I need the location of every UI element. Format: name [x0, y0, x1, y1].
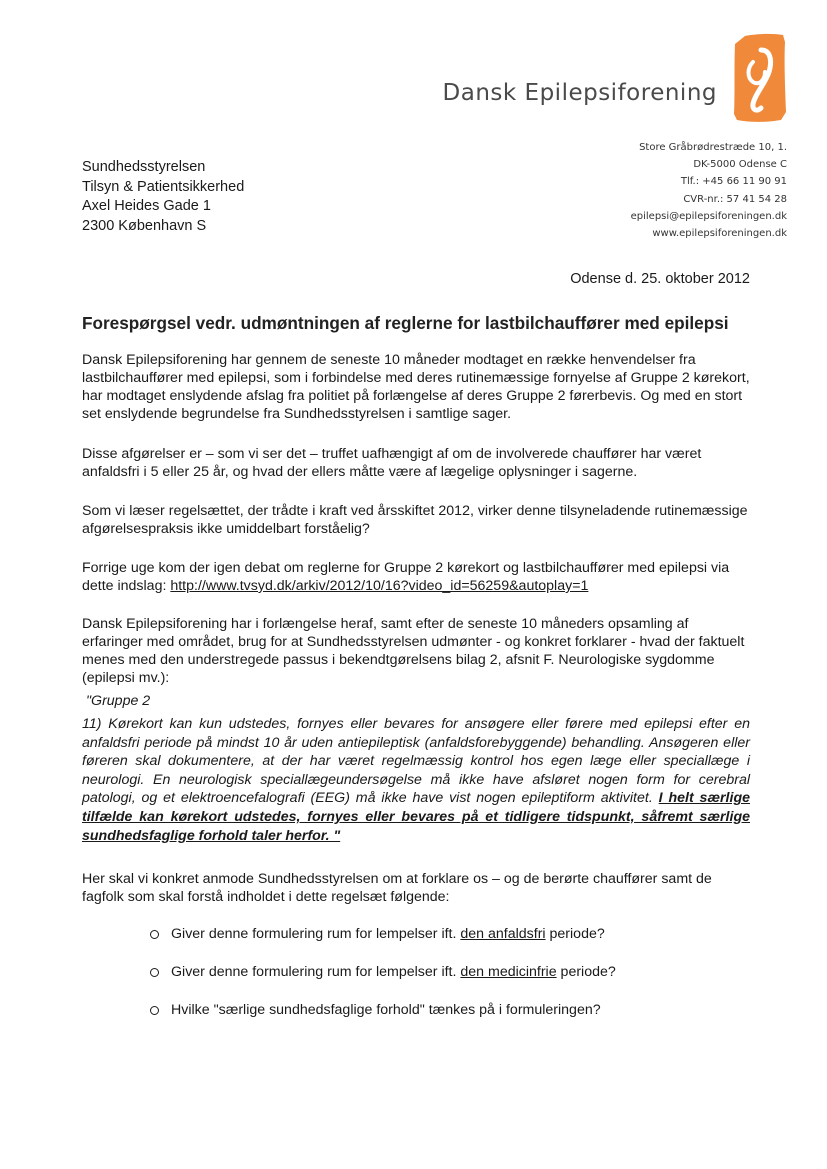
- video-link[interactable]: http://www.tvsyd.dk/arkiv/2012/10/16?video_id=56259&autoplay=1: [170, 578, 589, 594]
- recipient-line: Tilsyn & Patientsikkerhed: [82, 178, 245, 195]
- sender-email: epilepsi@epilepsiforeningen.dk: [630, 210, 787, 222]
- quote-emphasis: I helt særlige tilfælde kan kørekort udstedes, fornyes eller bevares på et tidligere tidspunkt, såfremt særlige sundhedsfaglige forhold taler herfor. ": [82, 790, 750, 844]
- sender-phone: Tlf.: +45 66 11 90 91: [680, 176, 787, 188]
- question-text: Giver denne formulering rum for lempelser ift.: [171, 964, 461, 980]
- body-paragraph-with-link: [82, 559, 752, 595]
- list-item: [150, 926, 616, 964]
- question-text: Hvilke "særlige sundhedsfaglige forhold" tænkes på i formuleringen?: [171, 1002, 601, 1018]
- question-text-end: periode?: [545, 926, 605, 942]
- recipient-line: Sundhedsstyrelsen: [82, 159, 206, 175]
- question-list: [150, 926, 616, 1040]
- circle-bullet-icon: [150, 1006, 159, 1015]
- body-paragraph: Dansk Epilepsiforening har gennem de seneste 10 måneder modtaget en række henvendelser fra lastbilchauffører med epilepsi, som i forbindelse med deres rutinemæssige fornyelse af Gruppe 2 kørekort, har modtaget enslydende afslag fra politiet på forlængelse af deres Gruppe 2 førerbevis. Og med en stort set enslydende begrundelse fra Sundhedsstyrelsen i samtlige sager.: [82, 352, 750, 422]
- recipient-line: Axel Heides Gade 1: [82, 198, 211, 215]
- body-paragraph: Dansk Epilepsiforening har i forlængelse heraf, samt efter de seneste 10 måneders opsamling af erfaringer med området, brug for at Sundhedsstyrelsen udmønter - og konkret forklarer - hvad der faktuelt menes med den understregede passus i bekendtgørelsens bilag 2, afsnit F. Neurologiske sygdomme (epilepsi mv.):: [82, 616, 745, 686]
- letter-date: Odense d. 25. oktober 2012: [570, 271, 750, 287]
- organization-name: Dansk Epilepsiforening: [442, 80, 717, 106]
- letter-subject: Forespørgsel vedr. udmøntningen af reglerne for lastbilchauffører med epilepsi: [82, 313, 729, 333]
- sender-address-line: Store Gråbrødrestræde 10, 1.: [639, 142, 787, 153]
- question-underlined: den medicinfrie: [460, 964, 557, 980]
- regulation-quote: [82, 715, 750, 845]
- sender-website: www.epilepsiforeningen.dk: [652, 228, 787, 240]
- paragraph-text: Forrige uge kom der igen debat om reglerne for Gruppe 2 kørekort og lastbilchauffører med epilepsi via dette indslag:: [82, 560, 730, 594]
- circle-bullet-icon: [150, 930, 159, 939]
- recipient-line: 2300 København S: [82, 218, 207, 235]
- body-paragraph: Som vi læser regelsættet, der trådte i kraft ved årsskiftet 2012, virker denne tilsyneladende rutinemæssige afgørelsespraksis ikke umiddelbart forståelig?: [82, 503, 748, 537]
- circle-bullet-icon: [150, 968, 159, 977]
- question-text: Giver denne formulering rum for lempelser ift.: [171, 926, 461, 942]
- list-item: [150, 1002, 616, 1040]
- orange-brushstroke-logo-icon: [731, 32, 787, 124]
- sender-address-block: [631, 139, 787, 242]
- recipient-address-block: [82, 158, 244, 237]
- body-paragraph: Her skal vi konkret anmode Sundhedsstyrelsen om at forklare os – og de berørte chauffører samt de fagfolk som skal forstå indholdet i dette regelsæt følgende:: [82, 871, 712, 905]
- list-item: [150, 964, 616, 1002]
- quote-heading: "Gruppe 2: [86, 693, 151, 709]
- sender-city-line: DK-5000 Odense C: [693, 159, 787, 171]
- body-paragraph: Disse afgørelser er – som vi ser det – truffet uafhængigt af om de involverede chauffører har været anfaldsfri i 5 eller 25 år, og hvad der ellers måtte være af lægelige oplysninger i sagerne.: [82, 446, 702, 480]
- question-text-end: periode?: [556, 964, 616, 980]
- sender-cvr: CVR-nr.: 57 41 54 28: [683, 193, 787, 205]
- question-underlined: den anfaldsfri: [460, 926, 546, 942]
- quote-text: 11) Kørekort kan kun udstedes, fornyes eller bevares for ansøgere eller førere med epilepsi efter en anfaldsfri periode på mindst 10 år uden antiepileptisk (anfaldsforebyggende) behandling. Ansøgeren eller føreren skal dokumentere, at der har været regelmæssig kontrol hos egen læge eller speciallæge i neurologi. En neurologisk speciallægeundersøgelse må ikke have afsløret nogen form for cerebral patologi, og et elektroencefalografi (EEG) må ikke have vist nogen epileptiform aktivitet.: [82, 716, 750, 807]
